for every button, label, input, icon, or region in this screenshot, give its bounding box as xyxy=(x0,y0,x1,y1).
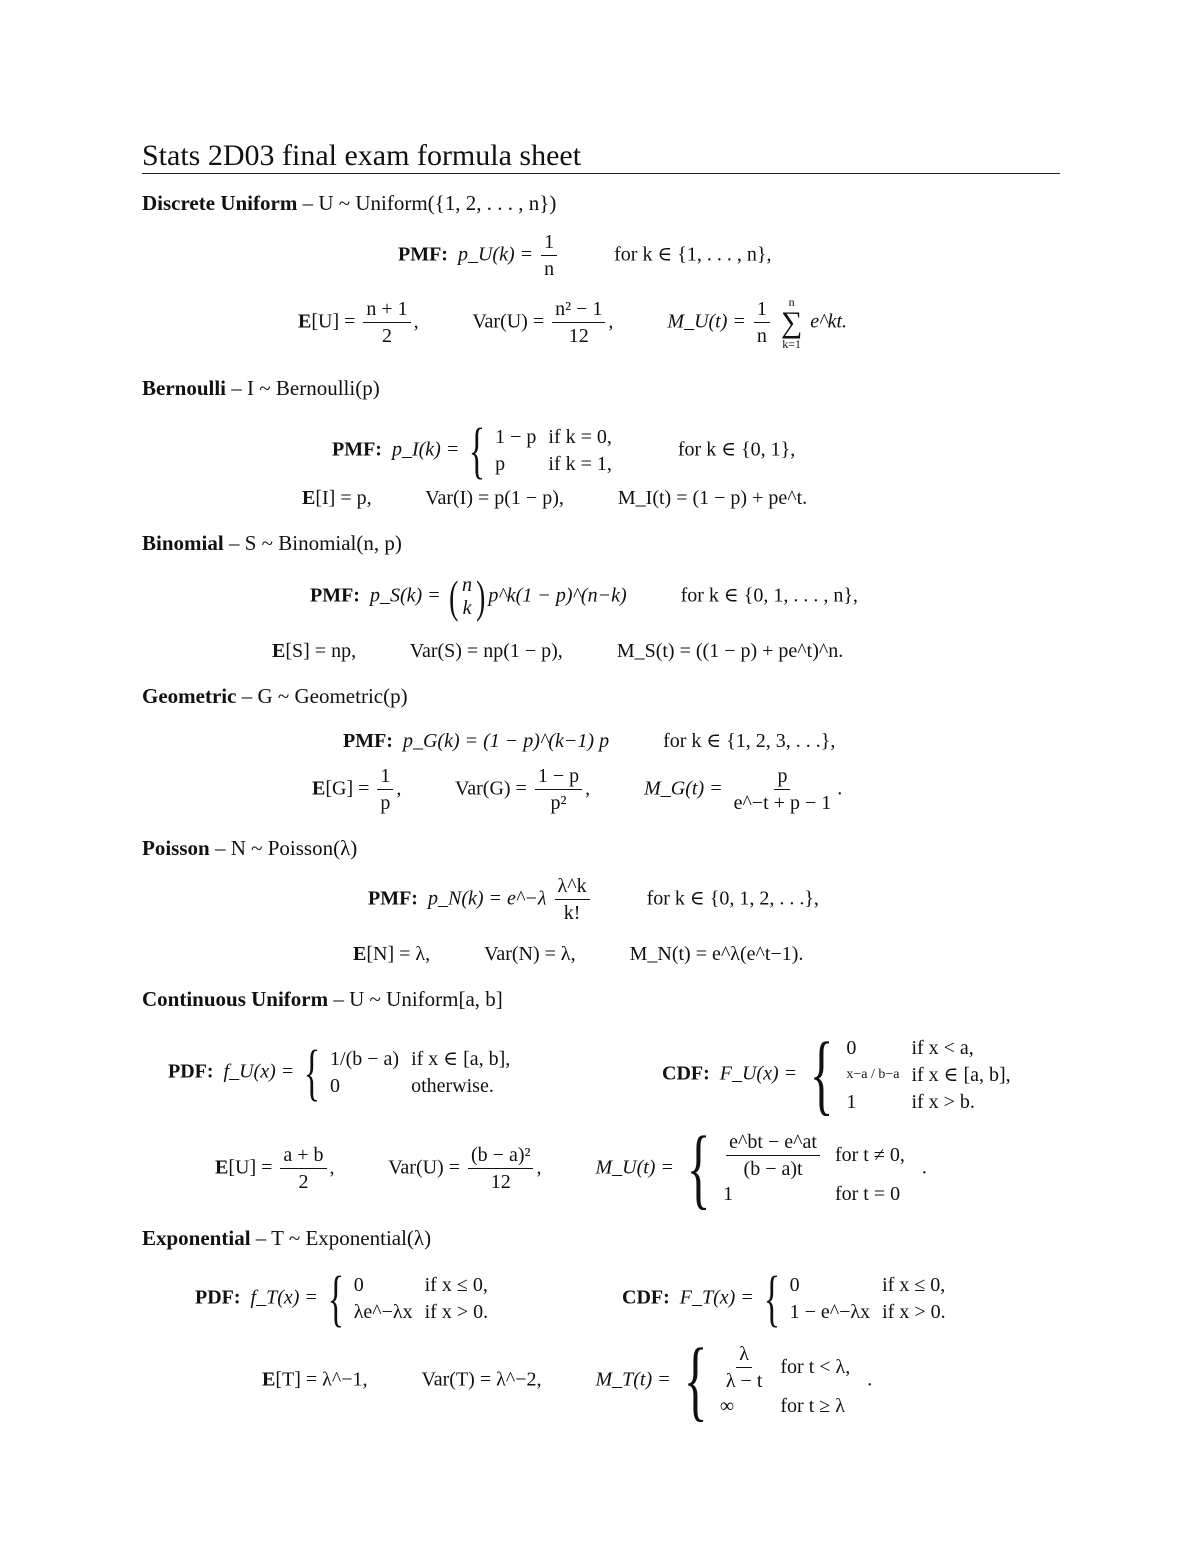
expectation-symbol: E xyxy=(302,487,316,509)
section-continuous-uniform xyxy=(142,989,503,1010)
pdf-lhs: f_T(x) = xyxy=(250,1286,318,1309)
section-distribution: – G ~ Geometric(p) xyxy=(241,684,408,708)
section-distribution: – S ~ Binomial(n, p) xyxy=(228,531,402,555)
section-name: Discrete Uniform xyxy=(142,191,298,215)
binomial-pmf xyxy=(310,571,858,622)
section-discrete-uniform xyxy=(142,193,556,214)
poisson-pmf xyxy=(368,876,819,924)
mgf-lhs: M_G(t) = xyxy=(644,777,723,800)
mgf-lhs: M_U(t) = xyxy=(595,1156,674,1179)
binomial-coefficient: ( n k ) xyxy=(448,571,486,622)
variance-lhs: (U) = xyxy=(500,310,545,333)
variance-label: Var xyxy=(409,640,438,662)
pmf-lhs: p_N(k) = e^−λ xyxy=(427,887,547,910)
section-name: Geometric xyxy=(142,684,237,708)
left-brace: { xyxy=(469,417,486,485)
pmf-support: for k ∈ {0, 1, . . . , n}, xyxy=(680,584,858,607)
pmf-lhs: p_S(k) = xyxy=(369,584,441,607)
bernoulli-moments: E[I] = p, Var(I) = p(1 − p), M_I(t) = (1 − p) + pe^t. xyxy=(302,487,808,509)
section-name: Poisson xyxy=(142,836,210,860)
section-name: Continuous Uniform xyxy=(142,987,329,1011)
mgf: M_N(t) = e^λ(e^t−1). xyxy=(629,943,804,965)
section-distribution: – T ~ Exponential(λ) xyxy=(255,1226,432,1250)
pmf-rest: p^k(1 − p)^(n−k) xyxy=(488,584,627,607)
cdf-cases: 0 if x < a, x−a / b−a if x ∈ [a, b], 1 if x > b. xyxy=(846,1036,1011,1113)
mgf-term: e^kt. xyxy=(810,310,848,333)
left-brace: { xyxy=(686,1119,711,1218)
section-name: Bernoulli xyxy=(142,376,227,400)
pmf-lhs: p_I(k) = xyxy=(391,438,460,461)
cdf-lhs: F_T(x) = xyxy=(679,1286,754,1309)
pmf-lhs: p_U(k) = xyxy=(457,243,534,266)
expectation-symbol: E xyxy=(215,1156,229,1179)
pmf-label: PMF: xyxy=(398,243,448,266)
left-brace: { xyxy=(809,1025,834,1124)
mgf-cases: $\frac{e\^{}bt - e\^{}at}{(b - a)t}$ for t ≠ 0, 1 for t = 0 xyxy=(723,1130,905,1205)
pmf-cases: 1 − p if k = 0, p if k = 1, xyxy=(495,426,612,475)
poisson-moments: E[N] = λ, Var(N) = λ, M_N(t) = e^λ(e^t−1). xyxy=(353,943,804,965)
pmf-support: for k ∈ {0, 1}, xyxy=(677,438,796,461)
summation: n ∑ k=1 xyxy=(780,295,803,351)
variance-label: Var xyxy=(455,777,483,800)
expectation-symbol: E xyxy=(312,777,326,800)
variance-label: Var xyxy=(421,1368,450,1391)
section-name: Binomial xyxy=(142,531,224,555)
pmf-support: for k ∈ {0, 1, 2, . . .}, xyxy=(646,887,819,910)
expectation-symbol: E xyxy=(272,640,286,662)
title-rule xyxy=(142,173,1060,174)
section-distribution: – N ~ Poisson(λ) xyxy=(214,836,358,860)
continuous-uniform-moments: E[U] = $\frac{a + b}{2}$ , Var(U) = $\frac{\text{(b − a)²}}{12}$ , M_U(t) = { $\frac{e\^{}bt - e\^{}at}{(b - a)t}$ for t ≠ 0, 1 for t = 0 . xyxy=(215,1119,927,1218)
variance-label: Var xyxy=(472,310,501,333)
pdf-label: PDF: xyxy=(195,1286,241,1309)
variance-fraction: $\frac{1 - p}{\text{p²}}$ xyxy=(535,766,582,814)
binomial-moments: E[S] = np, Var(S) = np(1 − p), M_S(t) = ((1 − p) + pe^t)^n. xyxy=(272,640,844,662)
mgf-fraction: $\frac{1}{n}$ xyxy=(754,299,770,347)
discrete-uniform-pmf xyxy=(398,232,771,280)
continuous-uniform-cdf xyxy=(662,1025,1023,1124)
geometric-pmf xyxy=(343,731,835,751)
left-brace: { xyxy=(683,1331,708,1430)
geometric-moments: E[G] = $\frac{1}{p}$ , Var(G) = $\frac{1 - p}{\text{p²}}$ , M_G(t) = $\frac{p}{e\^{}-t + p - 1}$ . xyxy=(312,765,843,814)
section-exponential xyxy=(142,1228,431,1249)
variance-label: Var xyxy=(388,1156,416,1179)
exponential-cdf xyxy=(622,1265,958,1333)
page-title: Stats 2D03 final exam formula sheet xyxy=(142,139,582,172)
bernoulli-pmf xyxy=(332,417,796,485)
cdf-label: CDF: xyxy=(662,1062,710,1085)
section-geometric xyxy=(142,686,408,707)
pmf-support: for k ∈ {1, 2, 3, . . .}, xyxy=(663,730,836,752)
section-distribution: – U ~ Uniform({1, 2, . . . , n}) xyxy=(302,191,557,215)
mgf-lhs: M_U(t) = xyxy=(667,310,746,333)
pmf-support: for k ∈ {1, . . . , n}, xyxy=(614,243,772,266)
left-brace: { xyxy=(763,1265,780,1333)
mgf: M_S(t) = ((1 − p) + pe^t)^n. xyxy=(616,640,844,662)
pmf-label: PMF: xyxy=(310,584,360,607)
pdf-cases: 1/(b − a) if x ∈ [a, b], 0 otherwise. xyxy=(330,1048,511,1097)
section-binomial xyxy=(142,533,402,554)
exponential-moments: E[T] = λ^−1, Var(T) = λ^−2, M_T(t) = { $\frac{\lambda}{\lambda - t}$ for t < λ, ∞ for t ≥ λ . xyxy=(262,1331,873,1430)
left-brace: { xyxy=(303,1039,321,1107)
pdf-cases: 0 if x ≤ 0, λe^−λx if x > 0. xyxy=(353,1274,489,1323)
pdf-label: PDF: xyxy=(168,1060,214,1083)
pmf-label: PMF: xyxy=(343,730,393,752)
section-distribution: – U ~ Uniform[a, b] xyxy=(333,987,503,1011)
left-brace: { xyxy=(327,1265,344,1333)
section-poisson xyxy=(142,838,357,859)
mean-fraction: $\frac{n + 1}{2}$ xyxy=(363,299,410,347)
expectation-symbol: E xyxy=(298,310,312,333)
cdf-lhs: F_U(x) = xyxy=(719,1062,798,1085)
mgf-lhs: M_T(t) = xyxy=(595,1368,671,1391)
mgf-cases: $\frac{\lambda}{\lambda - t}$ for t < λ, ∞ for t ≥ λ xyxy=(719,1342,851,1417)
expectation-symbol: E xyxy=(262,1368,276,1391)
variance-fraction: $\frac{\text{n² − 1}}{12}$ xyxy=(552,299,605,347)
section-distribution: – I ~ Bernoulli(p) xyxy=(231,376,380,400)
expectation-symbol: E xyxy=(353,943,367,965)
section-bernoulli xyxy=(142,378,380,399)
mean-fraction: $\frac{a + b}{2}$ xyxy=(280,1145,326,1193)
variance-label: Var xyxy=(484,943,512,965)
pmf-fraction: $\frac{\lambda\^{}k}{k!}$ xyxy=(555,876,590,924)
cdf-cases: 0 if x ≤ 0, 1 − e^−λx if x > 0. xyxy=(789,1274,946,1323)
mean-fraction: $\frac{1}{p}$ xyxy=(377,766,393,814)
mean-lhs: [U] = xyxy=(311,310,356,333)
mgf-fraction: $\frac{p}{e\^{}-t + p - 1}$ xyxy=(733,765,832,814)
variance-label: Var xyxy=(425,487,454,509)
pmf-label: PMF: xyxy=(332,438,382,461)
pmf-label: PMF: xyxy=(368,887,418,910)
continuous-uniform-pdf xyxy=(168,1039,522,1107)
pdf-lhs: f_U(x) = xyxy=(223,1060,295,1083)
mgf: M_I(t) = (1 − p) + pe^t. xyxy=(617,487,808,509)
discrete-uniform-moments: E[U] = $\frac{n + 1}{2}$ , Var(U) = $\frac{\text{n² − 1}}{12}$ , M_U(t) = $\frac{1}{n}$ n ∑ k=1 e^kt. xyxy=(298,295,848,351)
section-name: Exponential xyxy=(142,1226,251,1250)
pmf-fraction: $\frac{1}{n}$ xyxy=(541,232,557,280)
cdf-label: CDF: xyxy=(622,1286,670,1309)
variance-fraction: $\frac{\text{(b − a)²}}{12}$ xyxy=(468,1145,533,1193)
pmf-expression: p_G(k) = (1 − p)^(k−1) p xyxy=(402,730,610,752)
exponential-pdf xyxy=(195,1265,500,1333)
